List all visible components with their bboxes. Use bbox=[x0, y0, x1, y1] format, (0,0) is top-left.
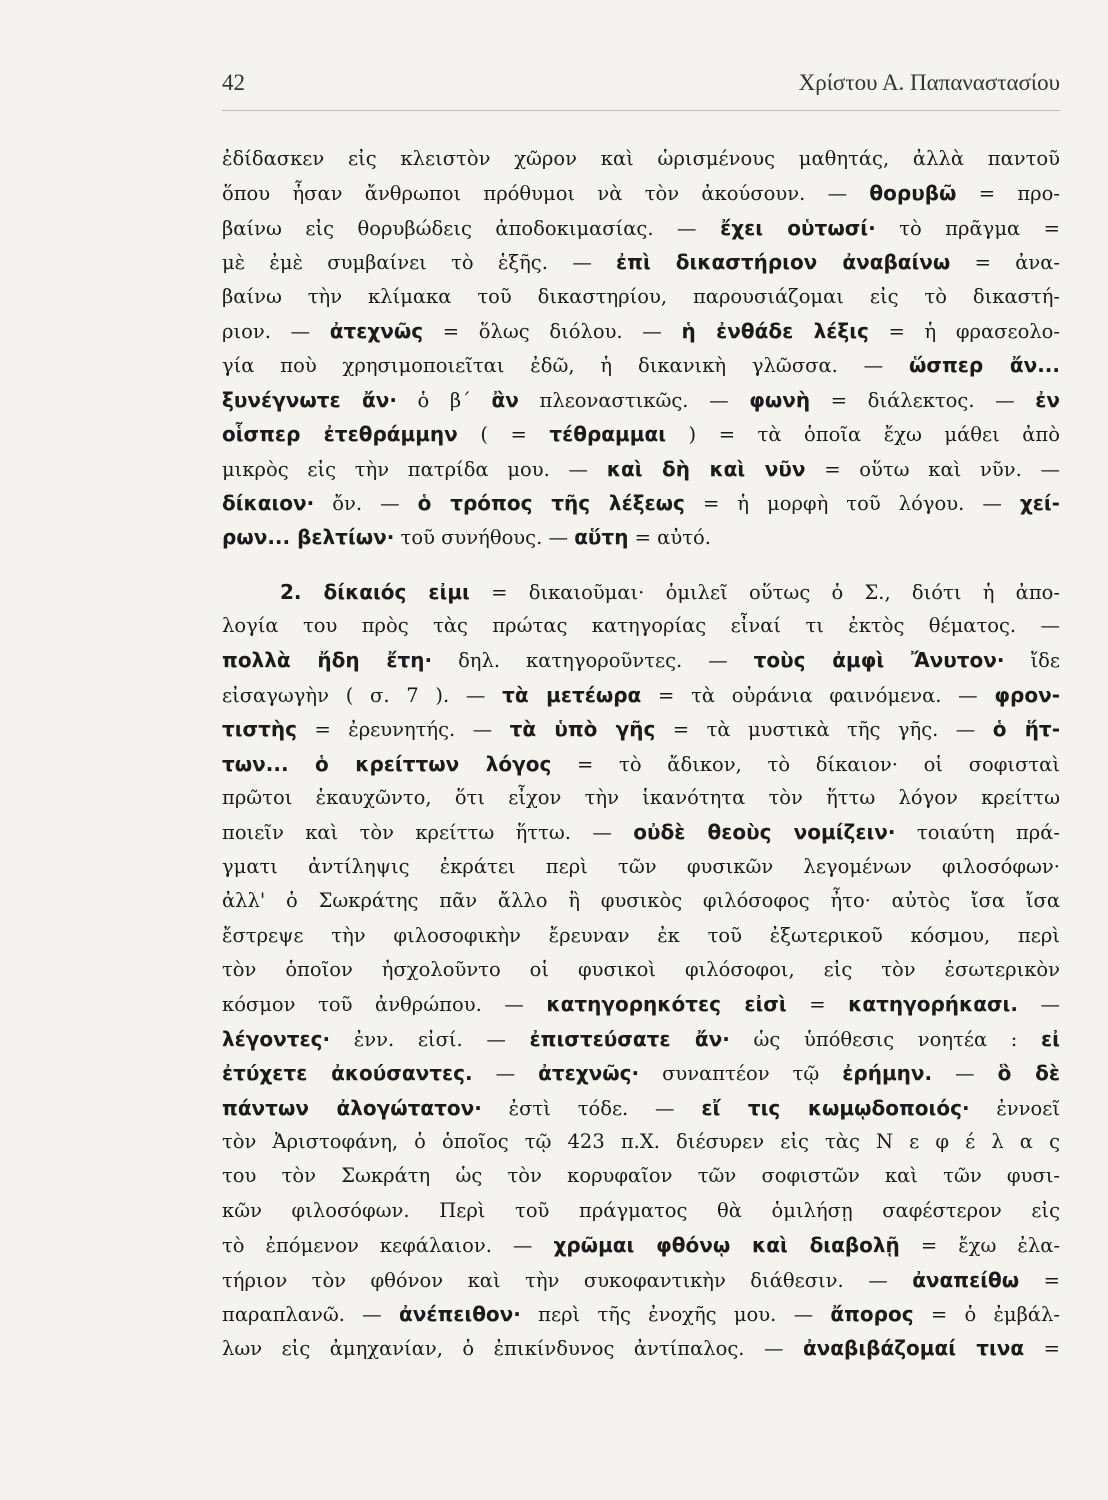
gloss: τὸ ἐπόμενον κεφάλαιον. — bbox=[222, 1234, 554, 1258]
lemma: ἐπιστεύσατε ἄν· bbox=[529, 1026, 730, 1051]
gloss: — bbox=[1017, 993, 1060, 1017]
lemma: ἐν bbox=[1035, 387, 1060, 412]
lemma: λέγοντες· bbox=[222, 1026, 331, 1051]
gloss: πρῶτοι ἐκαυχῶντο, ὅτι εἶχον τὴν ἱκανότητα τὸν ἥττω λόγον κρείττω bbox=[222, 786, 1060, 810]
gloss: τὸν ὁποῖον ἠσχολοῦντο οἱ φυσικοὶ φιλόσοφοι, εἰς τὸν ἐσωτερικὸν bbox=[222, 957, 1060, 981]
text-line bbox=[222, 142, 1060, 176]
gloss: = ἡ φρασεολο- bbox=[868, 319, 1060, 343]
lemma: αὕτη bbox=[574, 525, 629, 550]
gloss: ( = bbox=[457, 423, 550, 447]
text-line bbox=[222, 314, 1060, 348]
lemma: ἀτεχνῶς· bbox=[538, 1061, 640, 1086]
text-line bbox=[222, 348, 1060, 382]
lemma: τὰ ὑπὸ γῆς bbox=[509, 717, 656, 742]
text-line bbox=[222, 781, 1060, 815]
gloss: = τὰ οὐράνια φαινόμενα. — bbox=[641, 683, 995, 707]
lemma: ξυνέγνωτε ἄν· bbox=[222, 387, 397, 412]
lemma: ἐρήμην. bbox=[842, 1061, 933, 1086]
lemma: ἐτύχετε ἀκούσαντες. bbox=[222, 1061, 473, 1086]
gloss: = τὰ μυστικὰ τῆς γῆς. — bbox=[655, 718, 993, 742]
gloss: τὸν Ἀριστοφάνη, ὁ ὁποῖος τῷ 423 π.Χ. διέσυρεν εἰς τὰς Ν ε φ έ λ α ς bbox=[222, 1129, 1060, 1153]
gloss: του τὸν Σωκράτη ὡς τὸν κορυφαῖον τῶν σοφιστῶν καὶ τῶν φυσι- bbox=[222, 1164, 1060, 1188]
lemma: ἐπὶ δικαστήριον ἀναβαίνω bbox=[615, 250, 951, 275]
text-line bbox=[222, 850, 1060, 884]
lemma: ὃ δὲ bbox=[997, 1061, 1060, 1086]
gloss: εἰσαγωγὴν ( σ. 7 ). — bbox=[222, 683, 503, 707]
gloss: = οὕτω καὶ νῦν. — bbox=[805, 457, 1060, 481]
lemma: θορυβῶ bbox=[869, 181, 957, 206]
lemma: πολλὰ ἤδη ἔτη· bbox=[222, 648, 433, 673]
text-line bbox=[222, 815, 1060, 849]
lemma: τοὺς ἀμφὶ Ἄνυτον· bbox=[753, 648, 1005, 673]
gloss: ποιεῖν καὶ τὸν κρείττω ἥττω. — bbox=[222, 821, 634, 845]
text-line bbox=[222, 1159, 1060, 1193]
text-line bbox=[222, 1228, 1060, 1262]
lemma: χρῶμαι φθόνῳ καὶ διαβολῇ bbox=[553, 1233, 900, 1258]
gloss: λων εἰς ἀμηχανίαν, ὁ ἐπικίνδυνος ἀντίπαλος. — bbox=[222, 1337, 803, 1361]
gloss: τοῦ συνήθους. — bbox=[394, 526, 575, 550]
gloss: βαίνω τὴν κλίμακα τοῦ δικαστηρίου, παρουσιάζομαι εἰς τὸ δικαστή- bbox=[222, 284, 1060, 308]
gloss: λογία του πρὸς τὰς πρώτας κατηγορίας εἶναί τι ἐκτὸς θέματος. — bbox=[222, 614, 1060, 638]
gloss: ἴδε bbox=[1004, 649, 1060, 673]
lemma: οἷσπερ ἐτεθράμμην bbox=[222, 422, 458, 447]
gloss: δηλ. κατηγοροῦντες. — bbox=[432, 649, 754, 673]
gloss: = ὅλως διόλου. — bbox=[423, 319, 682, 343]
gloss: = bbox=[1024, 1337, 1060, 1361]
lemma: ἀναπείθω bbox=[912, 1267, 1020, 1292]
lemma: ρων... βελτίων· bbox=[222, 525, 395, 550]
gloss: ἐστὶ τόδε. — bbox=[481, 1096, 702, 1120]
running-title: Χρίστου Α. Παπαναστασίου bbox=[798, 70, 1060, 95]
gloss: ὡς ὑπόθεσις νοητέα : bbox=[729, 1027, 1042, 1051]
lemma: πάντων ἀλογώτατον· bbox=[222, 1095, 482, 1120]
gloss: = αὐτό. bbox=[628, 526, 711, 550]
gloss: = ἔχω ἐλα- bbox=[899, 1234, 1060, 1258]
text-line bbox=[222, 919, 1060, 953]
text-line bbox=[222, 1022, 1060, 1056]
lemma: δίκαιον· bbox=[222, 490, 315, 515]
lemma: ὥσπερ ἄν... bbox=[909, 353, 1060, 378]
lemma: ἂν bbox=[491, 387, 519, 412]
page-header bbox=[222, 70, 1060, 96]
gloss: = τὸ ἄδικον, τὸ δίκαιον· οἱ σοφισταὶ bbox=[551, 752, 1060, 776]
gloss: = ἀνα- bbox=[950, 251, 1060, 275]
lemma: φωνὴ bbox=[749, 387, 811, 412]
lemma: τιστὴς bbox=[222, 717, 297, 742]
text-line bbox=[222, 452, 1060, 486]
gloss: γία ποὺ χρησιμοποιεῖται ἐδῶ, ἡ δικανικὴ γλῶσσα. — bbox=[222, 354, 909, 378]
text-line bbox=[222, 678, 1060, 712]
text-line bbox=[222, 1091, 1060, 1125]
lemma: ἀτεχνῶς bbox=[329, 318, 424, 343]
gloss: ἀλλ' ὁ Σωκράτης πᾶν ἄλλο ἢ φυσικὸς φιλόσοφος ἦτο· αὐτὸς ἴσα ἴσα bbox=[222, 889, 1060, 913]
text-line bbox=[222, 280, 1060, 314]
lemma: 2. δίκαιός εἰμι bbox=[280, 579, 470, 604]
lemma: τέθραμμαι bbox=[549, 422, 667, 447]
gloss: = ἡ μορφὴ τοῦ λόγου. — bbox=[684, 491, 1020, 515]
gloss: = ὁ ἐμβάλ- bbox=[913, 1302, 1060, 1326]
gloss: ) = τὰ ὁποῖα ἔχω μάθει ἀπὸ bbox=[666, 423, 1060, 447]
lemma: εἴ τις κωμῳδοποιός· bbox=[701, 1095, 970, 1120]
lemma: ἄπορος bbox=[830, 1301, 914, 1326]
gloss: γματι ἀντίληψις ἐκράτει περὶ τῶν φυσικῶν λεγομένων φιλοσόφων· bbox=[222, 854, 1060, 878]
lemma: χεί- bbox=[1019, 490, 1060, 515]
gloss: = διάλεκτος. — bbox=[810, 388, 1036, 412]
lemma: ὁ τρόπος τῆς λέξεως bbox=[417, 490, 685, 515]
gloss: = δικαιοῦμαι· ὁμιλεῖ οὕτως ὁ Σ., διότι ἡ ἀπο- bbox=[469, 580, 1060, 604]
lemma: των... ὁ κρείττων λόγος bbox=[222, 751, 552, 776]
paragraph-gap bbox=[222, 555, 1060, 575]
lemma: εἰ bbox=[1041, 1026, 1060, 1051]
lemma: ἀναβιβάζομαί τινα bbox=[802, 1336, 1025, 1361]
text-line bbox=[222, 884, 1060, 918]
gloss: τὸ πρᾶγμα = bbox=[875, 216, 1060, 240]
lemma: ἀνέπειθον· bbox=[398, 1301, 521, 1326]
text-line bbox=[222, 486, 1060, 520]
gloss: μὲ ἐμὲ συμβαίνει τὸ ἑξῆς. — bbox=[222, 251, 616, 275]
gloss: τοιαύτη πρά- bbox=[895, 821, 1060, 845]
lemma: κατηγορήκασι. bbox=[848, 992, 1018, 1017]
gloss: περὶ τῆς ἐνοχῆς μου. — bbox=[520, 1302, 831, 1326]
lemma: καὶ δὴ καὶ νῦν bbox=[606, 456, 806, 481]
text-line bbox=[222, 1263, 1060, 1297]
gloss: — bbox=[472, 1062, 539, 1086]
gloss: τήριον τὸν φθόνον καὶ τὴν συκοφαντικὴν διάθεσιν. — bbox=[222, 1268, 913, 1292]
gloss: ὅπου ἦσαν ἄνθρωποι πρόθυμοι νὰ τὸν ἀκούσουν. — bbox=[222, 182, 870, 206]
gloss: κῶν φιλοσόφων. Περὶ τοῦ πράγματος θὰ ὁμιλήσῃ σαφέστερον εἰς bbox=[222, 1198, 1060, 1222]
text-line bbox=[222, 747, 1060, 781]
text-line bbox=[222, 712, 1060, 746]
lemma: φρον- bbox=[994, 682, 1060, 707]
gloss: μικρὸς εἰς τὴν πατρίδα μου. — bbox=[222, 457, 607, 481]
gloss: = bbox=[786, 993, 849, 1017]
lemma: ὁ ἥτ- bbox=[992, 717, 1060, 742]
gloss: συναπτέον τῷ bbox=[639, 1062, 843, 1086]
lemma: ἔχει οὑτωσί· bbox=[720, 215, 876, 240]
text-line bbox=[222, 1297, 1060, 1331]
gloss: ἐννοεῖ bbox=[969, 1096, 1060, 1120]
lemma: κατηγορηκότες εἰσὶ bbox=[546, 992, 787, 1017]
text-line bbox=[222, 1056, 1060, 1090]
gloss: — bbox=[932, 1062, 998, 1086]
gloss: πλεοναστικῶς. — bbox=[518, 388, 750, 412]
page-number: 42 bbox=[222, 70, 245, 95]
text-line bbox=[222, 245, 1060, 279]
text-line bbox=[222, 520, 1060, 554]
lemma: τὰ μετέωρα bbox=[502, 682, 642, 707]
text-line bbox=[222, 383, 1060, 417]
gloss: ἐνν. εἰσί. — bbox=[330, 1027, 530, 1051]
text-line bbox=[222, 575, 1060, 609]
text-line bbox=[222, 953, 1060, 987]
text-line bbox=[222, 176, 1060, 210]
lemma: ἡ ἐνθάδε λέξις bbox=[681, 318, 869, 343]
text-line bbox=[222, 609, 1060, 643]
text-line bbox=[222, 211, 1060, 245]
text-line bbox=[222, 643, 1060, 677]
gloss: ὁ β΄ bbox=[396, 388, 492, 412]
commentary-text bbox=[222, 142, 1060, 1366]
gloss: βαίνω εἰς θορυβώδεις ἀποδοκιμασίας. — bbox=[222, 216, 721, 240]
gloss: ριον. — bbox=[222, 319, 330, 343]
gloss: = ἐρευνητής. — bbox=[297, 718, 510, 742]
lemma: οὐδὲ θεοὺς νομίζειν· bbox=[633, 820, 896, 845]
header-rule bbox=[222, 110, 1060, 111]
gloss: κόσμον τοῦ ἀνθρώπου. — bbox=[222, 993, 547, 1017]
gloss: ἐδίδασκεν εἰς κλειστὸν χῶρον καὶ ὡρισμένους μαθητάς, ἀλλὰ παντοῦ bbox=[222, 147, 1060, 170]
text-line bbox=[222, 417, 1060, 451]
gloss: = προ- bbox=[956, 182, 1060, 206]
text-line bbox=[222, 987, 1060, 1021]
gloss: = bbox=[1019, 1268, 1060, 1292]
gloss: ὄν. — bbox=[314, 491, 418, 515]
gloss: ἔστρεψε τὴν φιλοσοφικὴν ἔρευναν ἐκ τοῦ ἐξωτερικοῦ κόσμου, περὶ bbox=[222, 923, 1060, 947]
text-line bbox=[222, 1331, 1060, 1365]
text-line bbox=[222, 1194, 1060, 1228]
gloss: παραπλανῶ. — bbox=[222, 1302, 399, 1326]
text-line bbox=[222, 1125, 1060, 1159]
